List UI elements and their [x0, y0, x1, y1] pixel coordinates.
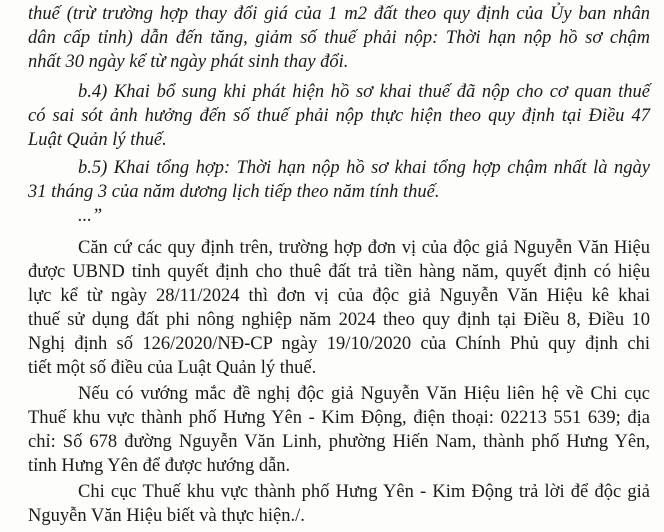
text-line: b.4) Khai bổ sung khi phát hiện hồ sơ khai thuế đã nộp cho cơ quan thuế: [78, 82, 650, 102]
text-line: Nguyễn Văn Hiệu biết và thực hiện./.: [28, 506, 305, 526]
text-line: 31 tháng 3 của năm dương lịch tiếp theo năm tính thuế.: [28, 182, 440, 202]
text-line: dân cấp tỉnh) dẫn đến tăng, giảm số thuế phải nộp: Thời hạn nộp hồ sơ chậm: [28, 28, 650, 48]
text-line: có sai sót ảnh hưởng đến số thuế phải nộp thực hiện theo quy định tại Điều 47: [28, 106, 650, 126]
text-line: lực kể từ ngày 28/11/2024 thì đơn vị của độc giả Nguyễn Văn Hiệu kê khai: [28, 286, 650, 306]
text-line: tỉnh Hưng Yên để được hướng dẫn.: [28, 456, 291, 476]
text-line: thuế sử dụng đất phi nông nghiệp năm 2024 theo quy định tại Điều 8, Điều 10: [28, 310, 650, 330]
quote-paragraph-price-change: [28, 2, 650, 74]
body-paragraph-conclusion: [28, 236, 650, 380]
text-line: thuế (trừ trường hợp thay đổi giá của 1 m2 đất theo quy định của Ủy ban nhân: [28, 4, 650, 24]
text-line: b.5) Khai tổng hợp: Thời hạn nộp hồ sơ khai tổng hợp chậm nhất là ngày: [78, 158, 650, 178]
text-line: Chi cục Thuế khu vực thành phố Hưng Yên - Kim Động trả lời để độc giả: [78, 482, 650, 502]
text-line: Nếu có vướng mắc đề nghị độc giả Nguyễn Văn Hiệu liên hệ về Chi cục: [78, 384, 650, 404]
quote-ellipsis: [28, 204, 650, 228]
text-line: chỉ: Số 678 đường Nguyễn Văn Linh, phường Hiến Nam, thành phố Hưng Yên,: [28, 432, 650, 452]
text-line: Nghị định số 126/2020/NĐ-CP ngày 19/10/2020 của Chính Phủ quy định chi: [28, 334, 650, 354]
body-paragraph-closing: [28, 480, 650, 528]
quote-paragraph-b4: [28, 80, 650, 152]
text-line: Thuế khu vực thành phố Hưng Yên - Kim Động, điện thoại: 02213 551 639; địa: [28, 408, 650, 428]
text-line: Căn cứ các quy định trên, trường hợp đơn vị của độc giả Nguyễn Văn Hiệu: [78, 238, 650, 258]
text-line: nhất 30 ngày kể từ ngày phát sinh thay đổi.: [28, 52, 349, 72]
text-line: tiết một số điều của Luật Quản lý thuế.: [28, 358, 317, 378]
quote-paragraph-b5: [28, 156, 650, 204]
text-line: Luật Quản lý thuế.: [28, 130, 167, 150]
body-paragraph-contact: [28, 382, 650, 478]
text-line: được UBND tỉnh quyết định cho thuê đất trả tiền hàng năm, quyết định có hiệu: [28, 262, 650, 282]
text-line: ...”: [78, 206, 103, 226]
